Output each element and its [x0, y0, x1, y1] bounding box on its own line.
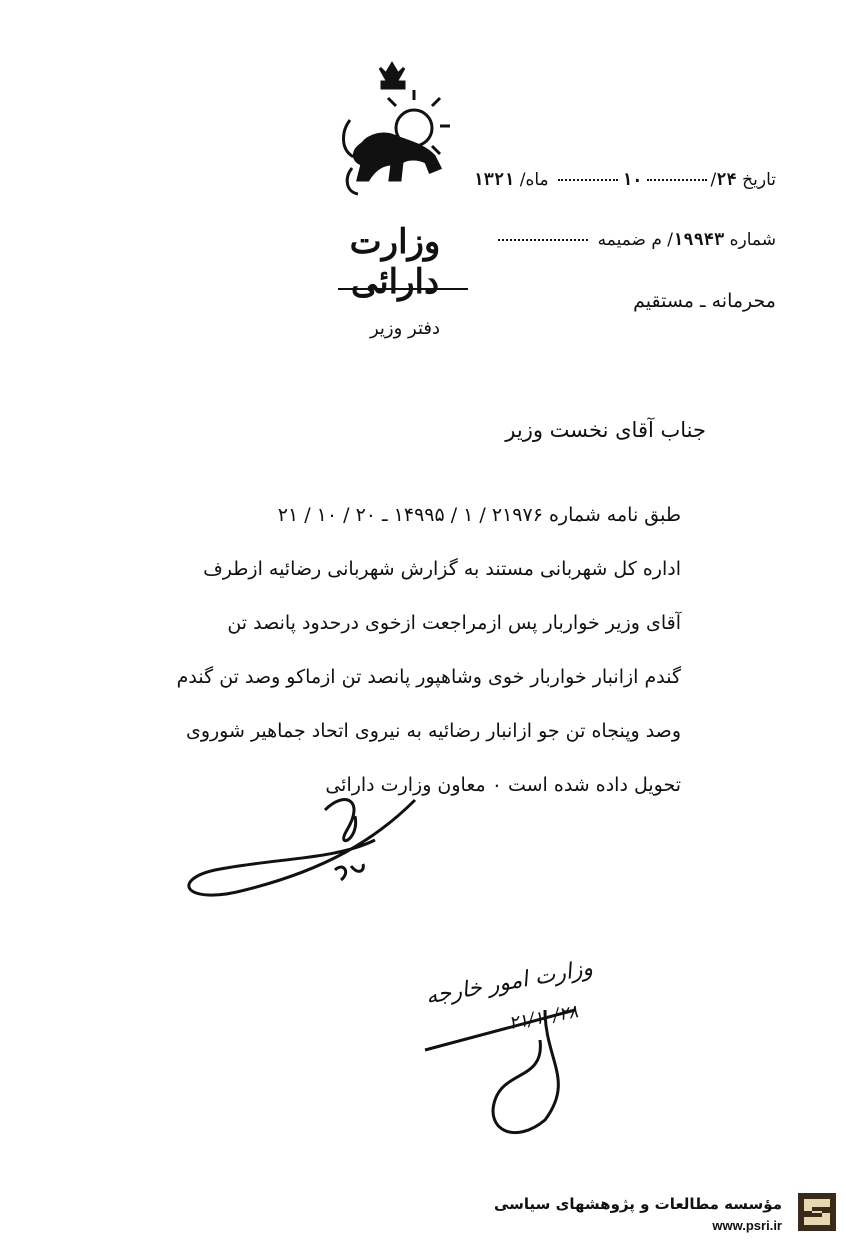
date-month: ۱۰	[622, 170, 643, 190]
month-label: ماه	[525, 170, 549, 190]
dotted-leader	[498, 239, 588, 241]
letter-line: طبق نامه شماره ۲۱۹۷۶ / ۱ / ۱۴۹۹۵ ـ ۲۰ / ۱۰ / ۲۱	[277, 504, 681, 526]
dotted-leader	[647, 179, 707, 181]
letter-line: وصد وپنجاه تن جو ازانبار رضائیه به نیروی اتحاد جماهیر شوروی	[185, 720, 681, 742]
institute-logo-icon	[798, 1193, 836, 1231]
letterhead-divider	[338, 288, 468, 290]
number-field: شماره ۱۹۹۴۳/ م ضمیمه	[494, 230, 776, 250]
office-name: دفتر وزیر	[369, 318, 441, 339]
annotation-ministry: وزارت امور خارجه	[424, 955, 595, 1010]
number-label: شماره	[729, 230, 776, 250]
letter-line: تحویل داده شده است ۰ معاون وزارت دارائی	[325, 774, 681, 796]
annotation-date: ۲۱/۱۰/۲۸	[507, 1001, 580, 1035]
date-field: تاریخ ۲۴/۱۰ ماه/ ۱۳۲۱	[473, 170, 776, 190]
date-year: ۱۳۲۱	[473, 170, 515, 190]
letter-line: آقای وزیر خواربار پس ازمراجعت ازخوی درحدود پانصد تن	[227, 612, 681, 634]
letter-number: ۱۹۹۴۳	[673, 230, 725, 250]
institute-url[interactable]: www.psri.ir	[712, 1218, 782, 1233]
date-day: ۲۴	[716, 170, 737, 190]
lion-and-sun-emblem	[322, 60, 462, 210]
date-label: تاریخ	[742, 170, 776, 190]
salutation: جناب آقای نخست وزیر	[505, 418, 706, 442]
dotted-leader	[558, 179, 618, 181]
letter-body	[81, 488, 681, 812]
signature	[175, 780, 455, 930]
letter-line: گندم ازانبار خواربار خوی وشاهپور پانصد تن ازماکو وصد تن گندم	[176, 666, 681, 688]
ministry-name: وزارت دارائی	[349, 222, 441, 302]
enclosure-label: م ضمیمه	[597, 230, 662, 250]
institute-name: مؤسسه مطالعات و پژوهشهای سیاسی	[493, 1195, 782, 1213]
classification-note: محرمانه ـ مستقیم	[633, 290, 776, 312]
letter-line: اداره کل شهربانی مستند به گزارش شهربانی رضائیه ازطرف	[203, 558, 681, 580]
handwritten-annotation	[395, 930, 615, 1150]
